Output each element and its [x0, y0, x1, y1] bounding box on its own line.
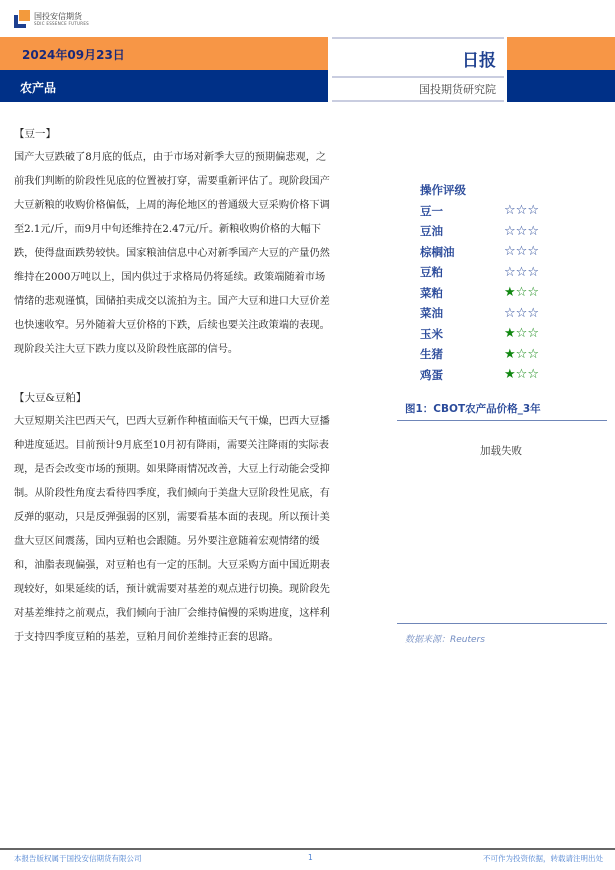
- star-outline-icon: ☆: [504, 244, 516, 260]
- right-orange-bar: [507, 37, 615, 70]
- star-outline-icon: ☆: [504, 223, 516, 239]
- rating-row: [420, 221, 560, 242]
- star-filled-icon: ★: [504, 285, 516, 301]
- rating-row: [420, 262, 560, 283]
- star-outline-icon: ☆: [515, 326, 528, 342]
- report-type-box: [330, 37, 506, 102]
- star-rating: [504, 347, 539, 362]
- rating-row: [420, 303, 560, 324]
- right-blue-bar: [507, 70, 615, 102]
- rating-item-name: 豆油: [420, 224, 443, 239]
- company-logo: [14, 10, 89, 28]
- footer-copyright: 本报告版权属于国投安信期货有限公司: [14, 854, 142, 863]
- star-rating: [504, 244, 539, 259]
- report-type: 日报: [462, 51, 496, 71]
- data-source: 数据来源：Reuters: [405, 635, 485, 645]
- rating-row: [420, 324, 560, 345]
- star-outline-icon: ☆: [515, 367, 528, 383]
- star-outline-icon: ☆: [527, 285, 539, 301]
- star-outline-icon: ☆: [527, 264, 539, 280]
- page-number: 1: [308, 853, 313, 862]
- star-outline-icon: ☆: [527, 367, 539, 383]
- section-soybean-one: [14, 122, 332, 362]
- report-category: 农产品: [20, 81, 57, 95]
- footer-disclaimer: 不可作为投资依据，转载请注明出处: [483, 854, 603, 863]
- star-rating: [504, 326, 539, 341]
- chart-load-failed: 加载失败: [480, 445, 522, 457]
- rating-row: [420, 242, 560, 263]
- report-date: 2024年09月23日: [22, 48, 125, 62]
- star-outline-icon: ☆: [504, 264, 516, 280]
- star-rating: [504, 265, 539, 280]
- star-rating: [504, 203, 539, 218]
- star-outline-icon: ☆: [527, 346, 539, 362]
- logo-cn: 国投安信期货: [34, 12, 82, 21]
- star-filled-icon: ★: [504, 326, 516, 342]
- star-outline-icon: ☆: [527, 305, 539, 321]
- star-outline-icon: ☆: [504, 305, 516, 321]
- star-rating: [504, 306, 539, 321]
- section-soybean-meal: [14, 386, 332, 650]
- star-outline-icon: ☆: [527, 203, 539, 219]
- rating-item-name: 棕榈油: [420, 244, 455, 259]
- star-outline-icon: ☆: [515, 223, 528, 239]
- figure-bottom-rule: [397, 623, 607, 624]
- section-text: 国产大豆跌破了8月底的低点，由于市场对新季大豆的预期偏悲观，之前我们判断的阶段性见底的位置被打穿，需要重新评估了。现阶段国产大豆新粮的收购价格偏低，上周的海伦地区的普通级大豆采购价格下调至2.1元/斤，而9月中旬还维持在2.47元/斤。新粮收购价格的大幅下跌，使得盘面跌势较快。国家粮油信息中心对新季国产大豆的产量仍然维持在2000万吨以上，国内供过于求格局仍将延续。政策端随着市场情绪的悲观谨慎，国储拍卖成交以流拍为主。国产大豆和进口大豆价差也快速收窄。另外随着大豆价格的下跌，后续也要关注政策端的表现。现阶段关注大豆下跌力度以及阶段性底部的信号。: [14, 152, 330, 355]
- logo-en: SDIC ESSENCE FUTURES: [34, 21, 90, 26]
- star-outline-icon: ☆: [515, 285, 528, 301]
- section-text: 大豆短期关注巴西天气，巴西大豆新作种植面临天气干燥，巴西大豆播种进度延迟。目前预计9月底至10月初有降雨，需要关注降雨的实际表现，是否会改变市场的预期。如果降雨情况改善，大豆上行动能会受抑制。从阶段性角度去看待四季度，我们倾向于美盘大豆阶段性见底，有反弹的驱动，只是反弹强弱的区别，需要看基本面的表现。所以预计美盘大豆区间震荡，国内豆粕也会跟随。另外要注意随着宏观情绪的缓和，油脂表现偏强，对豆粕也有一定的压制。大豆采购方面中国近期表现较好，如果延续的话，预计就需要对基差的观点进行切换。现阶段先对基差维持之前观点，我们倾向于油厂会维持偏慢的采购进度，这样利于支持四季度豆粕的基差，豆粕月间价差维持正套的思路。: [14, 416, 330, 643]
- rating-item-name: 豆一: [420, 203, 443, 218]
- rating-row: [420, 344, 560, 365]
- star-rating: [504, 224, 539, 239]
- section-title: 【大豆&豆粕】: [14, 392, 87, 404]
- rating-panel: [420, 180, 560, 385]
- rating-item-name: 玉米: [420, 326, 443, 341]
- star-outline-icon: ☆: [527, 223, 539, 239]
- section-title: 【豆一】: [14, 128, 56, 140]
- rating-row: [420, 201, 560, 222]
- rating-item-name: 菜粕: [420, 285, 443, 300]
- rating-item-name: 菜油: [420, 306, 443, 321]
- star-outline-icon: ☆: [515, 305, 528, 321]
- star-outline-icon: ☆: [515, 244, 528, 260]
- rating-item-name: 鸡蛋: [420, 367, 443, 382]
- rating-item-name: 生猪: [420, 347, 443, 362]
- rating-row: [420, 365, 560, 386]
- star-filled-icon: ★: [504, 346, 516, 362]
- rating-item-name: 豆粕: [420, 265, 443, 280]
- logo-mark-icon: [14, 10, 30, 28]
- star-filled-icon: ★: [504, 367, 516, 383]
- rating-row: [420, 283, 560, 304]
- star-rating: [504, 285, 539, 300]
- star-outline-icon: ☆: [515, 346, 528, 362]
- star-outline-icon: ☆: [504, 203, 516, 219]
- star-outline-icon: ☆: [527, 326, 539, 342]
- rating-title: 操作评级: [420, 183, 466, 198]
- institute-name: 国投期货研究院: [419, 83, 496, 96]
- footer-rule: [0, 848, 615, 850]
- star-outline-icon: ☆: [515, 203, 528, 219]
- star-outline-icon: ☆: [527, 244, 539, 260]
- star-outline-icon: ☆: [515, 264, 528, 280]
- star-rating: [504, 367, 539, 382]
- figure-caption: 图1：CBOT农产品价格_3年: [405, 403, 541, 415]
- figure-top-rule: [397, 420, 607, 421]
